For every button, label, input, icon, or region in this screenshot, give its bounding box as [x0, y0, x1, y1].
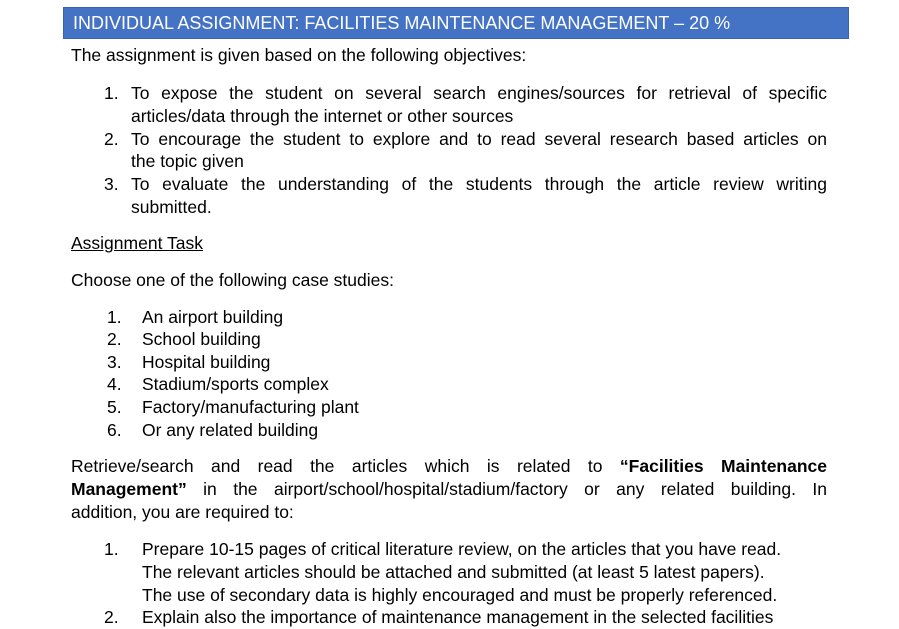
case-number: 4.	[107, 374, 122, 394]
case-study-item: Or any related building	[142, 420, 319, 440]
objective-number: 3.	[104, 174, 119, 194]
case-study-item: Hospital building	[142, 352, 271, 372]
retrieve-paragraph-line	[71, 478, 827, 500]
case-study-item: Stadium/sports complex	[142, 374, 329, 394]
case-study-item: School building	[142, 329, 261, 349]
requirement-line: The relevant articles should be attached and submitted (at least 5 latest papers).	[142, 562, 765, 582]
retrieve-text: Retrieve/search and read the articles which is related to	[71, 456, 620, 476]
requirement-line: Explain also the importance of maintenance management in the selected facilities	[142, 607, 774, 627]
case-number: 6.	[107, 420, 122, 440]
intro-text: The assignment is given based on the following objectives:	[71, 45, 527, 65]
requirement-number: 1.	[104, 539, 119, 559]
objective-line: To evaluate the understanding of the students through the article review writing	[131, 174, 827, 194]
retrieve-paragraph-line	[71, 455, 827, 477]
retrieve-text: in the airport/school/hospital/stadium/factory or any related building. In	[186, 479, 827, 499]
objective-number: 1.	[104, 83, 119, 103]
requirement-line: The use of secondary data is highly encouraged and must be properly referenced.	[142, 585, 778, 605]
case-study-item: Factory/manufacturing plant	[142, 397, 359, 417]
case-number: 5.	[107, 397, 122, 417]
objective-line: the topic given	[131, 151, 244, 171]
objective-line: submitted.	[131, 197, 212, 217]
retrieve-emphasis: Management”	[71, 479, 187, 499]
objective-line: To expose the student on several search engines/sources for retrieval of specific	[131, 83, 827, 103]
case-number: 3.	[107, 352, 122, 372]
objective-number: 2.	[104, 129, 119, 149]
task-heading: Assignment Task	[71, 233, 203, 253]
retrieve-emphasis: “Facilities Maintenance	[619, 456, 828, 476]
retrieve-paragraph-line: addition, you are required to:	[71, 502, 294, 522]
case-number: 1.	[107, 307, 122, 327]
case-study-item: An airport building	[142, 307, 284, 327]
assignment-title: INDIVIDUAL ASSIGNMENT: FACILITIES MAINTENANCE MANAGEMENT – 20 %	[63, 7, 849, 39]
case-number: 2.	[107, 329, 122, 349]
requirement-line: Prepare 10-15 pages of critical literature review, on the articles that you have read.	[142, 539, 782, 559]
objective-line: To encourage the student to explore and to read several research based articles on	[131, 129, 827, 149]
choose-text: Choose one of the following case studies:	[71, 270, 394, 290]
objective-line: articles/data through the internet or other sources	[131, 106, 514, 126]
requirement-number: 2.	[104, 607, 119, 627]
